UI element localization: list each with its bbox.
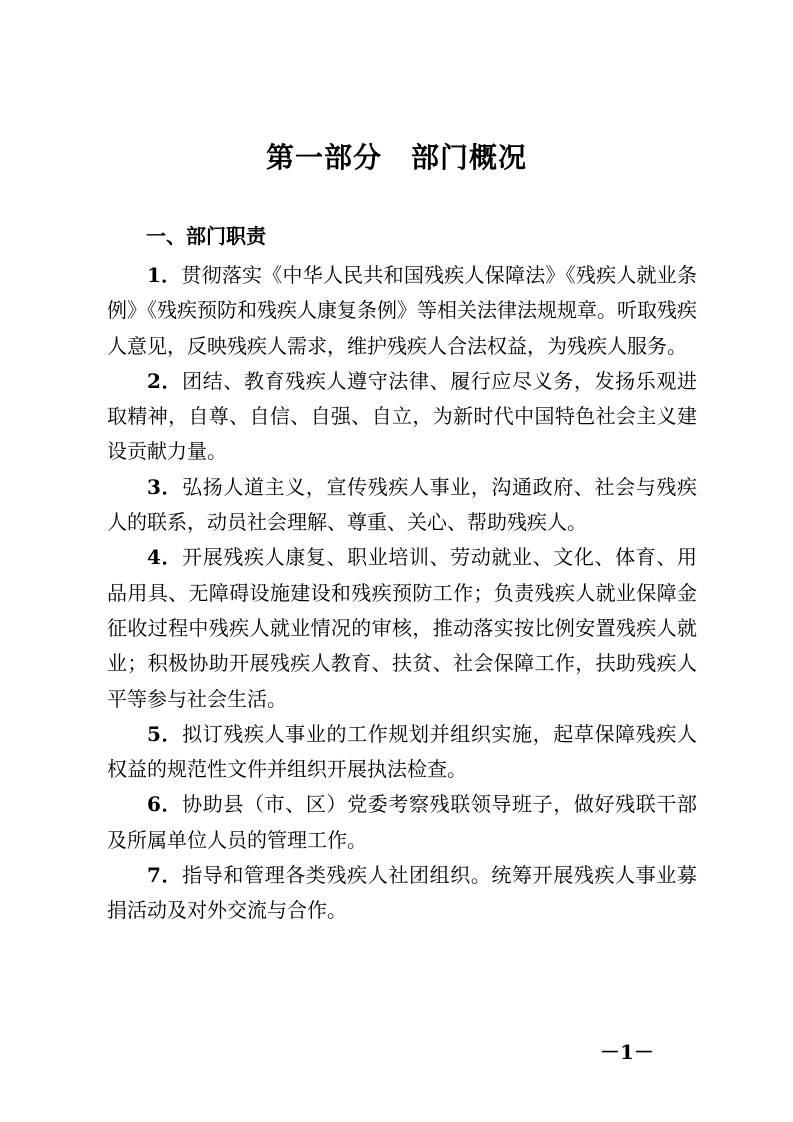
duty-text: 协助县（市、区）党委考察残联领导班子，做好残联干部及所属单位人员的管理工作。 xyxy=(107,792,697,852)
duty-text: 拟订残疾人事业的工作规划并组织实施，起草保障残疾人权益的规范性文件并组织开展执法检查。 xyxy=(107,721,697,782)
page-title: 第一部分 部门概况 xyxy=(265,141,527,174)
duty-number: 3． xyxy=(147,474,183,499)
duty-number: 6． xyxy=(147,792,183,817)
duty-text: 弘扬人道主义，宣传残疾人事业，沟通政府、社会与残疾人的联系，动员社会理解、尊重、关心、帮助残疾人。 xyxy=(107,474,697,535)
duty-number: 1． xyxy=(147,263,182,287)
duty-paragraph-2 xyxy=(107,364,697,470)
duty-text: 指导和管理各类残疾人社团组织。统筹开展残疾人事业募捐活动及对外交流与合作。 xyxy=(107,863,697,923)
duty-text: 团结、教育残疾人遵守法律、履行应尽义务，发扬乐观进取精神，自尊、自信、自强、自立，为新时代中国特色社会主义建设贡献力量。 xyxy=(107,368,697,464)
duty-text: 贯彻落实《中华人民共和国残疾人保障法》《残疾人就业条例》《残疾预防和残疾人康复条例》等相关法律法规规章。听取残疾人意见，反映残疾人需求，维护残疾人合法权益，为残疾人服务。 xyxy=(107,263,698,358)
duties-list xyxy=(107,258,697,929)
duty-text: 开展残疾人康复、职业培训、劳动就业、文化、体育、用品用具、无障碍设施建设和残疾预防工作；负责残疾人就业保障金征收过程中残疾人就业情况的审核，推动落实按比例安置残疾人就业；积极协助开展残疾人教育、扶贫、社会保障工作，扶助残疾人平等参与社会生活。 xyxy=(107,545,697,711)
duty-paragraph-3 xyxy=(107,470,697,541)
duty-number: 7． xyxy=(147,863,183,888)
section-heading: 一、部门职责 xyxy=(146,224,266,248)
duty-paragraph-1 xyxy=(107,258,697,364)
duty-number: 4． xyxy=(147,545,183,570)
page-number: －1－ xyxy=(600,1040,654,1064)
duty-paragraph-6 xyxy=(107,787,697,858)
duty-paragraph-7 xyxy=(107,858,697,929)
duty-paragraph-5 xyxy=(107,717,697,788)
duty-paragraph-4 xyxy=(107,540,697,716)
duty-number: 5． xyxy=(147,721,183,746)
duty-number: 2． xyxy=(147,368,183,393)
